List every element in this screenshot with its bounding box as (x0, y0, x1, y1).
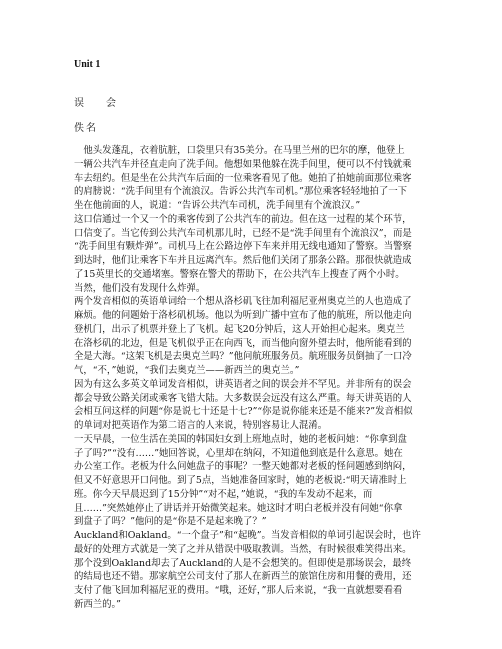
paragraph: 因为有这么多英文单词发音相似，讲英语者之间的误会并不罕见。并非所有的误会 都会导致公路关闭或乘客飞错大陆。大多数误会远没有这么严重。每天讲英语的人 会相互问这样的问题“你是说七十还是十七?”“你是说你能来还是不能来?”发音相似 的单词对把英语作为第二语言的人来说，特别容易让人混淆。 (74, 378, 413, 431)
author-name: 佚名 (74, 123, 98, 134)
paragraph: 他头发蓬乱，衣着肮脏，口袋里只有35美分。在马里兰州的巴尔的摩，他登上 一辆公共汽车并径直走向了洗手间。他想如果他躲在洗手间里，便可以不付钱就乘 车去纽约。但是坐在公共汽车后面的一位乘客看见了他。她拍了拍她前面那位乘客 的肩膀说：“洗手间里有个流浪汉。告诉公共汽车司机。”那位乘客轻轻地拍了一下 坐在他前面的人，说道：“告诉公共汽车司机，洗手间里有个流浪汉。” (74, 145, 412, 211)
body-text (74, 144, 428, 612)
paragraph: 这口信通过一个又一个的乘客传到了公共汽车的前边。但在这一过程的某个环节， 口信变了。当它传到公共汽车司机那儿时，已经不是“洗手间里有个流浪汉”，而是 “洗手间里有颗炸弹”。司机马上在公路边停下车来并用无线电通知了警察。当警察 到达时，他们让乘客下车并且远离汽车。然后他们关闭了那条公路。那很快就造成 了15英里长的交通堵塞。警察在警犬的帮助下，在公共汽车上搜查了两个小时。 当然，他们没有发现什么炸弹。 (74, 213, 412, 294)
page-title: 误 会 (74, 98, 122, 109)
paragraph: 一天早晨，一位生活在美国的韩国妇女到上班地点时，她的老板问她：“你拿到盘 子了吗?”“没有……”她回答说，心里却在纳闷，不知道他到底是什么意思。她在 办公室工作。老板为什么问她盘子的事呢？一整天她都对老板的怪问题感到纳闷， 但又不好意思开口问他。到了5点，当她准备回家时，她的老板说:“明天请准时上 班。你今天早晨迟到了15分钟”“对不起，”她说，“我的车发动不起来，而 且……”突然她停止了讲话并开始微笑起来。她这时才明白老板并没有问她“你拿 到盘子了吗？”他问的是“你是不是起来晚了？” (74, 433, 412, 528)
paragraph: 两个发音相似的英语单词给一个想从洛杉矶飞往加利福尼亚州奥克兰的人也造成了 麻烦。他的问题始于洛杉矶机场。他以为听到广播中宣布了他的航班，所以他走向 登机门，出示了机票并登上了飞机。起飞20分钟后，这人开始担心起来。奥克兰 在洛杉矶的北边，但是飞机似乎正在向西飞，而当他向窗外望去时，他所能看到的 全是大海。“这架飞机是去奥克兰吗？”他问航班服务员。航班服务员倒抽了一口冷 气，“不，”她说，“我们去奥克兰——新西兰的奥克兰。” (74, 296, 412, 376)
unit-label: Unit 1 (74, 59, 101, 70)
paragraph: Auckland和Oakland。“一个盘子”和“起晚”。当发音相似的单词引起误会时，也许 最好的处理方式就是一笑了之并从错误中吸取教训。当然，有时候很难笑得出来。 那个没到Oakland却去了Auckland的人是不会想笑的。但即使是那场误会，最终 的结局也还不错。那家航空公司支付了那人在新西兰的旅馆住房和用餐的费用，还 支付了他飞回加利福尼亚的费用。“哦，还好，”那人后来说，“我一直就想要看看 新西兰的。” (74, 530, 421, 610)
